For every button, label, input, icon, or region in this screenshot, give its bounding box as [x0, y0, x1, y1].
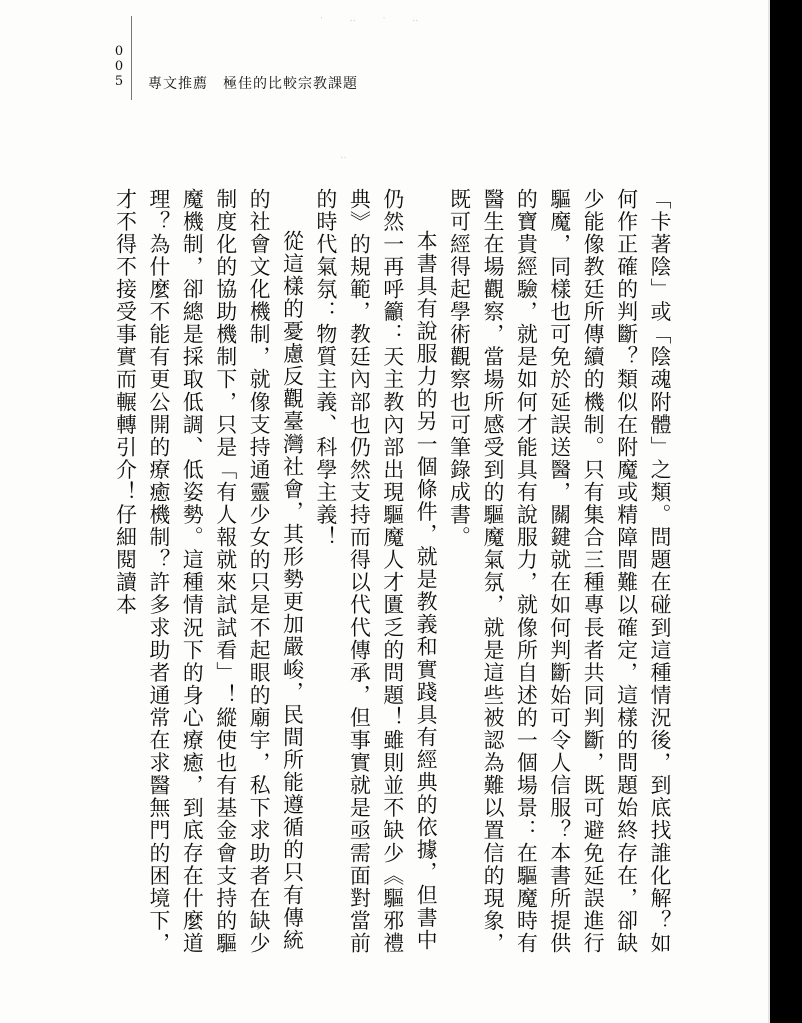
paragraph-2: 本書具有說服力的另一個條件，就是教義和實踐具有經典的依據，但書中仍然一再呼籲：天主教內部出現驅魔人才匱乏的問題！雖則並不缺少《驅邪禮典》的規範，教廷內部也仍然支持而得以代代傳承，但事實就是亟需面對當前的時代氣氛：物質主義、科學主義！	[312, 188, 438, 955]
vertical-body-text	[112, 188, 675, 958]
paragraph-1: 「卡著陰」或「陰魂附體」之類。問題在碰到這種情況後，到底找誰化解？如何作正確的判斷？類似在附魔或精障間難以確定，這樣的問題始終存在，卻缺少能像教廷所傳續的機制。只有集合三種專長者共同判斷，既可避免延誤進行驅魔，同樣也可免於延誤送醫，關鍵就在如何判斷始可令人信服？本書所提供的寶貴經驗，就是如何才能具有說服力，就像所自述的一個場景：在驅魔時有醫生在場觀察，當場所感受到的驅魔氣氛，就是這些被認為難以置信的現象，既可經得起學術觀察也可筆錄成書。	[446, 188, 671, 955]
margin-rule	[131, 16, 132, 100]
paragraph-3: 從這樣的憂慮反觀臺灣社會，其形勢更加嚴峻，民間所能遵循的只有傳統的社會文化機制，就像支持通靈少女的只是不起眼的廟宇，私下求助者在缺少制度化的協助機制下，只是「有人報就來試試看」！縱使也有基金會支持的驅魔機制，卻總是採取低調、低姿勢。這種情況下的身心療癒，到底存在什麼道理？為什麼不能有更公開的療癒機制？許多求助者通常在求醫無門的困境下，才不得不接受事實而輾轉引介！仔細閱讀本	[112, 188, 304, 955]
page-edge	[768, 0, 770, 1023]
bleed-through-mark: ‥	[340, 150, 347, 161]
page-number: 005	[114, 44, 124, 89]
running-header-title: 專文推薦 極佳的比較宗教課題	[148, 76, 358, 92]
bleed-through-marks: ‧ ‥ ‧ ‥	[320, 14, 431, 24]
